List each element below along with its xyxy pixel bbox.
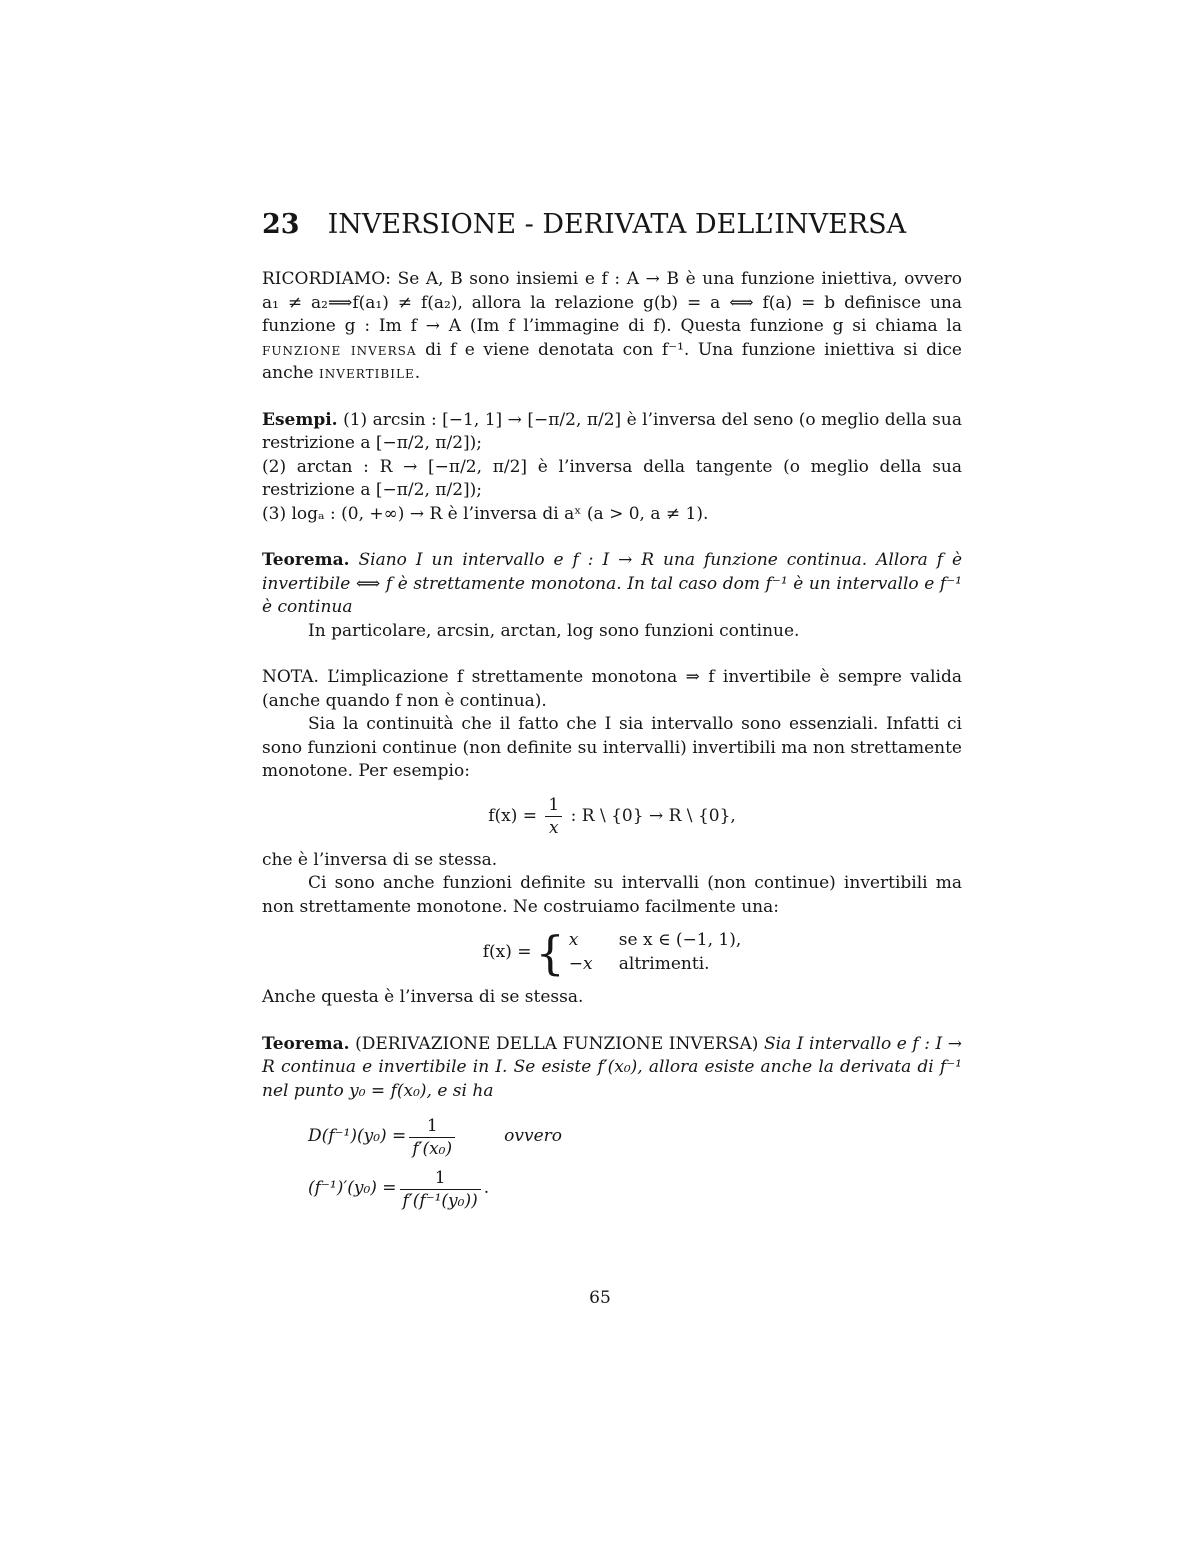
equation-b-period: . <box>483 1178 490 1199</box>
equation-a-ovvero: ovvero <box>504 1126 563 1147</box>
ricordiamo-lead: RICORDIAMO: <box>262 269 391 289</box>
teorema-2-lead: Teorema. <box>262 1033 350 1054</box>
ricordiamo-text-3: . <box>414 363 421 383</box>
piecewise-cases <box>482 925 742 980</box>
equation-b-lhs: (f⁻¹)′(y₀) = <box>308 1178 397 1199</box>
fraction-b-numerator: 1 <box>400 1167 481 1190</box>
term-invertibile: invertibile <box>319 363 415 383</box>
fraction-one-over-x <box>545 794 562 839</box>
page-content <box>262 208 962 1215</box>
teorema-2 <box>262 1033 962 1104</box>
equation-derivative-a <box>308 1111 962 1163</box>
case-1-value: x <box>568 930 579 950</box>
left-brace: { <box>535 925 565 980</box>
equation-reciprocal-lhs: f(x) = <box>488 805 537 826</box>
teorema-1-statement: Siano I un intervallo e f : I → R una funzione continua. Allora f è invertibile ⟺ f è strettamente monotona. In tal caso dom f⁻¹ è un intervallo e f⁻¹ è continua <box>262 550 963 617</box>
case-2-value: −x <box>568 953 593 974</box>
fraction-derivative-a <box>409 1115 455 1160</box>
esempio-2: (2) arctan : R → [−π/2, π/2] è l’inversa della tangente (o meglio della sua restrizione a [−π/2, π/2]); <box>262 456 962 500</box>
section-heading <box>262 208 962 242</box>
esempi-paragraph <box>262 409 962 527</box>
section-title: INVERSIONE - DERIVATA DELL’INVERSA <box>327 209 907 240</box>
nota-paragraph: NOTA. L’implicazione f strettamente monotona ⇒ f invertibile è sempre valida (anche quando f non è continua). <box>262 667 962 711</box>
fraction-a-numerator: 1 <box>409 1115 455 1138</box>
fraction-a-denominator: f′(x₀) <box>412 1138 453 1159</box>
teorema-2-statement: Sia I intervallo e f : I → R continua e invertibile in I. Se esiste f′(x₀), allora esiste anche la derivata di f⁻¹ nel punto y₀ = f(x₀), e si ha <box>262 1033 963 1101</box>
ricordiamo-text-2: di f e viene denotata con f⁻¹. Una funzione iniettiva si dice anche <box>262 339 962 383</box>
esempi-lead: Esempi. <box>262 409 338 430</box>
section-number: 23 <box>262 209 300 240</box>
nota-paragraph-3: che è l’inversa di se stessa. <box>262 849 498 870</box>
esempio-3: (3) logₐ : (0, +∞) → R è l’inversa di aˣ (a > 0, a ≠ 1). <box>262 503 709 524</box>
nota-paragraph-5: Anche questa è l’inversa di se stessa. <box>262 987 584 1007</box>
nota-paragraph-2: Sia la continuità che il fatto che I sia intervallo sono essenziali. Infatti ci sono funzioni continue (non definite su intervalli) invertibili ma non strettamente monotone. Per esempio: <box>262 714 962 781</box>
fraction-derivative-b <box>400 1167 481 1212</box>
equation-reciprocal-rhs: : R \ {0} → R \ {0}, <box>570 805 736 826</box>
teorema-1-follow: In particolare, arcsin, arctan, log sono funzioni continue. <box>308 620 800 641</box>
derivative-equations <box>308 1111 962 1215</box>
nota-paragraph-4: Ci sono anche funzioni definite su intervalli (non continue) invertibili ma non strettamente monotone. Ne costruiamo facilmente una: <box>262 873 962 917</box>
teorema-1-lead: Teorema. <box>262 550 350 570</box>
teorema-1 <box>262 549 962 620</box>
teorema-2-name: (DERIVAZIONE DELLA FUNZIONE INVERSA) <box>355 1033 759 1054</box>
case-2-condition: altrimenti. <box>618 953 710 974</box>
equation-derivative-b <box>308 1163 962 1215</box>
ricordiamo-paragraph <box>262 268 962 386</box>
fraction-b-denominator: f′(f⁻¹(y₀)) <box>402 1190 478 1211</box>
ricordiamo-text-1: Se A, B sono insiemi e f : A → B è una funzione iniettiva, ovvero a₁ ≠ a₂⟹f(a₁) ≠ f(a₂), allora la relazione g(b) = a ⟺ f(a) = b definisce una funzione g : Im f → A (Im f l’immagine di f). Questa funzione g si chiama la <box>262 269 963 336</box>
case-1-condition: se x ∈ (−1, 1), <box>618 930 742 950</box>
term-funzione-inversa: funzione inversa <box>262 339 417 360</box>
cases-grid <box>569 929 742 976</box>
piecewise-lhs: f(x) = <box>482 941 532 962</box>
equation-piecewise <box>262 925 962 980</box>
equation-reciprocal <box>262 794 962 839</box>
fraction-numerator: 1 <box>545 794 562 817</box>
esempio-1: (1) arcsin : [−1, 1] → [−π/2, π/2] è l’inversa del seno (o meglio della sua restrizione a [−π/2, π/2]); <box>262 409 962 453</box>
equation-a-lhs: D(f⁻¹)(y₀) = <box>308 1126 407 1147</box>
fraction-denominator: x <box>549 817 559 838</box>
page-number: 65 <box>589 1288 611 1308</box>
